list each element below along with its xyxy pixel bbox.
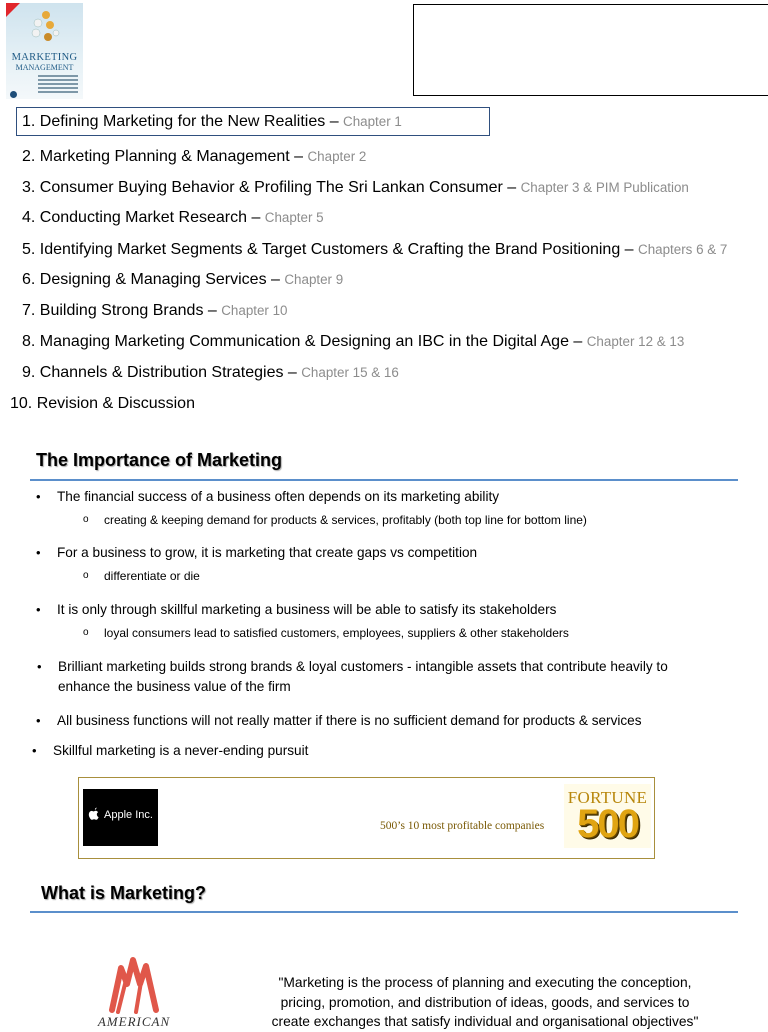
circle-bullet-icon: o	[83, 514, 89, 525]
toc-item-chapter: Chapter 10	[221, 303, 288, 318]
toc-item-chapter: Chapter 3 & PIM Publication	[520, 180, 689, 195]
toc-item-chapter: Chapter 12 & 13	[586, 334, 685, 349]
toc-item-chapter: Chapter 5	[264, 210, 324, 225]
bullet-icon: •	[36, 545, 41, 560]
toc-item-8[interactable]: 8. Managing Marketing Communication & Designing an IBC in the Digital Age – Chapter 12 & 13	[22, 333, 685, 350]
toc-item-chapter: Chapter 15 & 16	[301, 365, 399, 380]
toc-item-chapter: Chapters 6 & 7	[638, 242, 728, 257]
toc-item-label: 3. Consumer Buying Behavior & Profiling The Sri Lankan Consumer	[22, 179, 503, 196]
toc-item-10[interactable]	[10, 393, 195, 415]
toc-item-label: 10. Revision & Discussion	[10, 395, 195, 412]
cover-corner-ribbon	[6, 3, 20, 17]
bullet-item: • Brilliant marketing builds strong brands & loyal customers - intangible assets that contribute heavily to	[58, 657, 668, 677]
bullet-item: • It is only through skillful marketing a business will be able to satisfy its stakeholders	[57, 600, 556, 620]
cover-authors	[38, 73, 78, 95]
american-marketing-association-logo	[94, 954, 174, 1029]
bullet-icon: •	[32, 743, 37, 758]
toc-item-chapter: Chapter 2	[307, 149, 367, 164]
bullet-icon: •	[36, 713, 41, 728]
toc-item-label: 4. Conducting Market Research	[22, 209, 247, 226]
what-is-marketing-title: What is Marketing?	[41, 883, 207, 903]
bullet-item-continuation: enhance the business value of the firm	[58, 679, 291, 694]
circle-bullet-icon: o	[83, 627, 89, 638]
apple-label: Apple Inc.	[104, 809, 153, 821]
toc-item-label: 8. Managing Marketing Communication & Designing an IBC in the Digital Age	[22, 333, 569, 350]
importance-title: The Importance of Marketing	[36, 450, 283, 470]
toc-item-chapter: Chapter 1	[343, 114, 402, 129]
toc-item-2[interactable]: 2. Marketing Planning & Management – Chapter 2	[22, 148, 367, 165]
toc-item-label: 6. Designing & Managing Services	[22, 271, 267, 288]
empty-frame	[413, 4, 768, 96]
ama-logo-text: AMERICAN	[97, 1014, 171, 1029]
bullet-item: • Skillful marketing is a never-ending pursuit	[53, 741, 308, 761]
bullet-item: • For a business to grow, it is marketing that create gaps vs competition	[57, 543, 477, 563]
bullet-icon: •	[37, 659, 42, 674]
section-divider	[30, 479, 738, 481]
toc-item-label: 9. Channels & Distribution Strategies	[22, 364, 284, 381]
cover-title: MARKETING	[11, 52, 78, 63]
fortune-500-logo	[564, 784, 651, 848]
section-divider	[30, 911, 738, 913]
toc-item-7[interactable]: 7. Building Strong Brands – Chapter 10	[22, 302, 288, 319]
fortune-number: 500	[577, 802, 638, 846]
toc-item-label: 1. Defining Marketing for the New Realities	[22, 113, 326, 130]
book-cover-image	[6, 3, 83, 99]
marketing-definition-quote: "Marketing is the process of planning and executing the conception, pricing, promotion, and distribution of ideas, goods, and services to create exchanges that satisfy individual and organisational objectives"	[271, 975, 699, 1029]
fortune-caption: 500’s 10 most profitable companies	[380, 820, 545, 832]
toc-item-4[interactable]: 4. Conducting Market Research – Chapter 5	[22, 209, 324, 226]
sub-bullet-item: o loyal consumers lead to satisfied customers, employees, suppliers & other stakeholders	[83, 626, 569, 640]
publisher-logo-icon	[10, 91, 17, 98]
fortune-word: FORTUNE	[567, 788, 648, 807]
toc-item-3[interactable]: 3. Consumer Buying Behavior & Profiling The Sri Lankan Consumer – Chapter 3 & PIM Publication	[22, 179, 689, 196]
cover-ladder-illustration	[24, 9, 64, 47]
bullet-icon: •	[36, 489, 41, 504]
toc-item-5[interactable]: 5. Identifying Market Segments & Target Customers & Crafting the Brand Positioning – Chapters 6 & 7	[22, 241, 728, 258]
toc-item-6[interactable]: 6. Designing & Managing Services – Chapter 9	[22, 271, 344, 288]
toc-item-1[interactable]: 1. Defining Marketing for the New Realities – Chapter 1	[22, 113, 402, 130]
sub-bullet-item: o differentiate or die	[83, 569, 200, 583]
cover-subtitle: MANAGEMENT	[15, 63, 74, 72]
bullet-icon: •	[36, 602, 41, 617]
sub-bullet-item: o creating & keeping demand for products & services, profitably (both top line for bottom line)	[83, 513, 587, 527]
toc-item-label: 7. Building Strong Brands	[22, 302, 204, 319]
toc-item-9[interactable]: 9. Channels & Distribution Strategies – Chapter 15 & 16	[22, 364, 399, 381]
bullet-item: • The financial success of a business often depends on its marketing ability	[57, 487, 499, 507]
toc-item-label: 2. Marketing Planning & Management	[22, 148, 290, 165]
toc-item-label: 5. Identifying Market Segments & Target Customers & Crafting the Brand Positioning	[22, 241, 621, 258]
circle-bullet-icon: o	[83, 570, 89, 581]
apple-logo-badge	[83, 789, 158, 846]
toc-item-chapter: Chapter 9	[284, 272, 344, 287]
apple-icon	[88, 807, 100, 821]
bullet-item: • All business functions will not really matter if there is no sufficient demand for products & services	[57, 711, 642, 731]
